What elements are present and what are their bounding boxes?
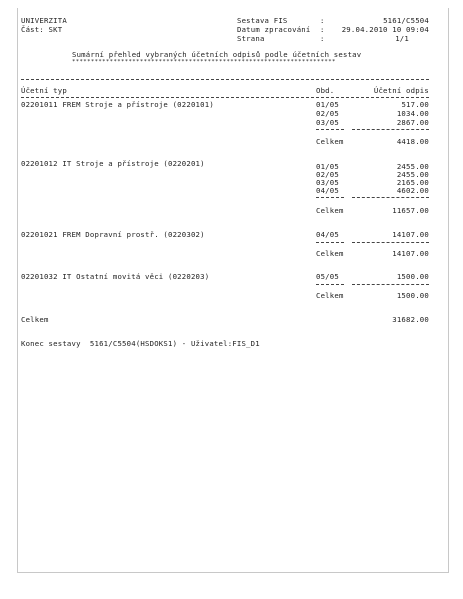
group-total-label: Celkem xyxy=(316,137,344,146)
row-period: 01/05 xyxy=(316,162,339,171)
header-colon: : xyxy=(320,25,325,34)
row-period: 04/05 xyxy=(316,230,339,239)
header-label-date: Datum zpracování xyxy=(237,25,311,34)
row-amount: 2455.00 xyxy=(396,162,429,171)
grand-total-label: Celkem xyxy=(21,315,49,324)
subtotal-rule-amount xyxy=(352,284,429,285)
row-period: 03/05 xyxy=(316,118,339,127)
subtotal-rule-period xyxy=(316,242,344,243)
column-header-period: Obd. xyxy=(316,86,335,95)
row-amount: 1034.00 xyxy=(396,109,429,118)
report-part: Část: SKT xyxy=(21,25,63,34)
row-amount: 4602.00 xyxy=(396,186,429,195)
row-period: 04/05 xyxy=(316,186,339,195)
group-name: 02201032 IT Ostatní movitá věci (0220203) xyxy=(21,272,210,281)
university-name: UNIVERZITA xyxy=(21,16,67,25)
subtotal-rule-period xyxy=(316,284,344,285)
group-total-value: 4418.00 xyxy=(396,137,429,146)
row-period: 05/05 xyxy=(316,272,339,281)
group-total-value: 11657.00 xyxy=(392,206,429,215)
column-header-amount: Účetní odpis xyxy=(373,86,429,95)
group-total-value: 14107.00 xyxy=(392,249,429,258)
report-footer: Konec sestavy 5161/C5504(HSDOKS1) - Uživatel:FIS_D1 xyxy=(21,339,260,348)
group-total-label: Celkem xyxy=(316,206,344,215)
header-rule-bottom xyxy=(21,97,429,98)
row-period: 03/05 xyxy=(316,178,339,187)
row-period: 02/05 xyxy=(316,109,339,118)
group-total-value: 1500.00 xyxy=(396,291,429,300)
subtotal-rule-period xyxy=(316,197,344,198)
header-value-page: 1/1 xyxy=(395,34,409,43)
header-colon: : xyxy=(320,16,325,25)
row-amount: 2455.00 xyxy=(396,170,429,179)
row-amount: 517.00 xyxy=(401,100,429,109)
header-value-date: 29.04.2010 10 09:04 xyxy=(341,25,429,34)
header-label-page: Strana xyxy=(237,34,265,43)
row-amount: 2867.00 xyxy=(396,118,429,127)
row-period: 01/05 xyxy=(316,100,339,109)
group-total-label: Celkem xyxy=(316,291,344,300)
subtotal-rule-amount xyxy=(352,242,429,243)
group-name: 02201012 IT Stroje a přístroje (0220201) xyxy=(21,159,205,168)
header-label-report: Sestava FIS xyxy=(237,16,288,25)
report-title: Sumární přehled vybraných účetních odpisů podle účetních sestav xyxy=(72,50,362,59)
column-header-type: Účetní typ xyxy=(21,86,67,95)
grand-total-value: 31682.00 xyxy=(392,315,429,324)
header-value-report: 5161/C5504 xyxy=(383,16,429,25)
row-amount: 14107.00 xyxy=(392,230,429,239)
subtotal-rule-amount xyxy=(352,197,429,198)
subtotal-rule-period xyxy=(316,129,344,130)
group-total-label: Celkem xyxy=(316,249,344,258)
subtotal-rule-amount xyxy=(352,129,429,130)
header-colon: : xyxy=(320,34,325,43)
group-name: 02201011 FREM Stroje a přístroje (0220101) xyxy=(21,100,214,109)
row-period: 02/05 xyxy=(316,170,339,179)
row-amount: 2165.00 xyxy=(396,178,429,187)
group-name: 02201021 FREM Dopravní prostř. (0220302) xyxy=(21,230,205,239)
header-rule-top xyxy=(21,79,429,80)
title-underline-stars: ********************************************************************** xyxy=(72,59,336,65)
row-amount: 1500.00 xyxy=(396,272,429,281)
